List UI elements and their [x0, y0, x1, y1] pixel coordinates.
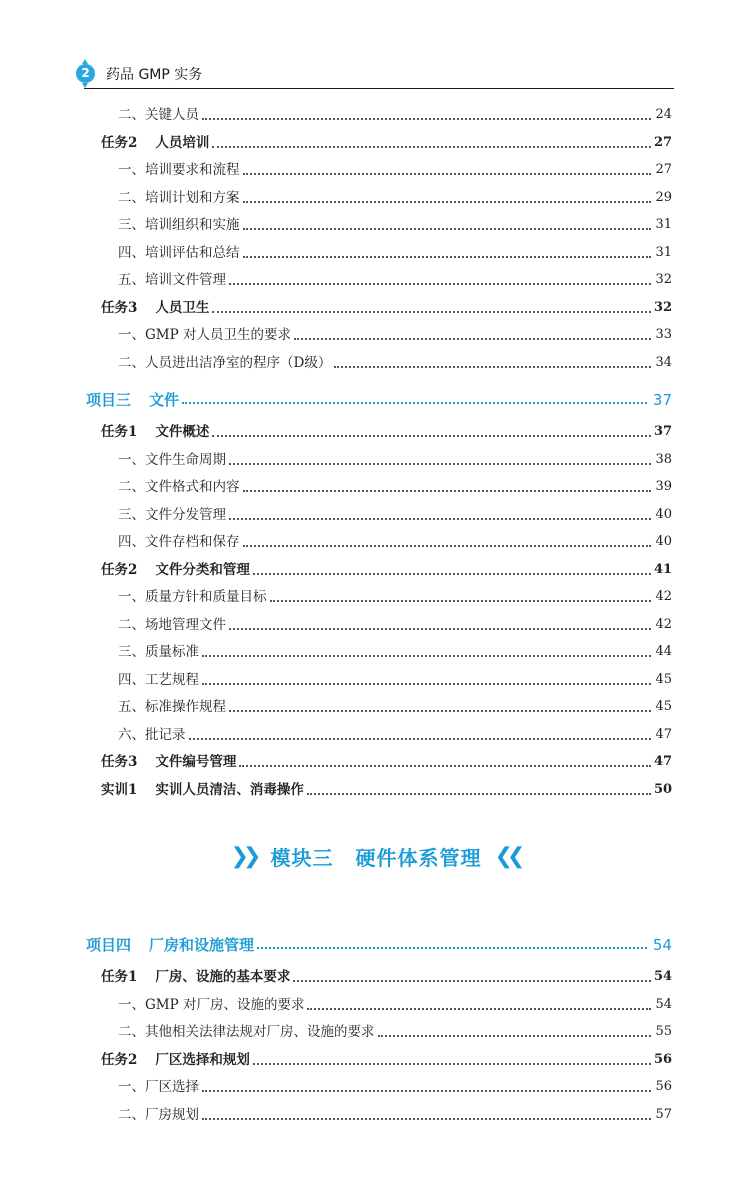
toc-section-entry[interactable]	[0, 324, 750, 344]
toc-task-entry[interactable]	[0, 559, 750, 579]
toc-entry-label	[0, 1051, 250, 1069]
dot-leader	[202, 683, 651, 685]
toc-entry-title: 人员培训	[155, 134, 210, 151]
toc-page-number: 32	[654, 299, 673, 315]
dot-leader	[202, 1090, 651, 1092]
toc-entry-label	[0, 753, 236, 771]
toc-page-number: 40	[655, 534, 672, 549]
toc-section-entry[interactable]	[0, 187, 750, 207]
toc-page-number: 39	[655, 479, 672, 494]
toc-entry-label: 二、关键人员	[118, 107, 199, 123]
toc-entry-label: 二、文件格式和内容	[118, 479, 240, 495]
dot-leader	[229, 518, 651, 520]
dot-leader	[189, 738, 652, 740]
toc-page-number: 57	[655, 1106, 672, 1122]
toc-entry-label	[0, 968, 290, 986]
toc-page-number: 42	[655, 616, 672, 632]
toc-page-number: 31	[655, 217, 672, 232]
toc-page-number: 33	[655, 327, 672, 342]
toc-section-entry[interactable]	[0, 1021, 750, 1041]
toc-task-entry[interactable]	[0, 751, 750, 771]
toc-entry-title: 文件	[149, 391, 180, 409]
toc-task-entry[interactable]	[0, 779, 750, 799]
toc-entry-number: 项目三	[86, 391, 132, 409]
toc-page-number: 54	[655, 996, 672, 1012]
toc-entry-number: 任务2	[101, 134, 138, 151]
dot-leader	[307, 1008, 651, 1010]
toc-entry-label	[0, 561, 250, 579]
toc-section-entry[interactable]	[0, 1104, 750, 1124]
toc-section-entry[interactable]	[0, 449, 750, 469]
toc-entry-title: 厂房和设施管理	[149, 936, 255, 954]
toc-entry-label: 五、标准操作规程	[118, 699, 226, 715]
toc-entry-title: 厂房、设施的基本要求	[155, 969, 291, 985]
toc-section-entry[interactable]	[0, 269, 750, 289]
toc-page-number: 40	[655, 506, 672, 522]
toc-entry-number: 任务3	[101, 299, 138, 316]
toc-entry-label	[0, 299, 209, 317]
toc-entry-label: 二、人员进出洁净室的程序（D级）	[118, 354, 332, 371]
dot-leader	[229, 463, 651, 465]
toc-entry-label: 三、培训组织和实施	[118, 217, 240, 233]
toc-page-number: 45	[655, 699, 672, 714]
toc-entry-number: 实训1	[101, 781, 138, 798]
toc-entry-label: 六、批记录	[118, 726, 186, 743]
toc-chapter-entry[interactable]	[0, 934, 750, 954]
toc-entry-number: 任务3	[101, 754, 138, 770]
toc-page-number: 56	[654, 1051, 673, 1067]
toc-page-number: 34	[655, 354, 672, 370]
toc-entry-label: 二、培训计划和方案	[118, 189, 240, 206]
toc-entry-title: 文件编号管理	[155, 754, 237, 770]
dot-leader	[294, 338, 651, 340]
toc-entry-title: 文件分类和管理	[155, 561, 250, 578]
dot-leader	[243, 256, 652, 258]
toc-section-entry[interactable]	[0, 242, 750, 262]
toc-page-number: 55	[655, 1024, 672, 1039]
toc-entry-label: 一、厂区选择	[118, 1079, 199, 1095]
dot-leader	[270, 600, 652, 602]
toc-page-number: 37	[654, 424, 673, 439]
double-chevron-left-icon: ❮❮	[494, 844, 520, 869]
toc-task-entry[interactable]	[0, 421, 750, 441]
toc-entry-label: 四、文件存档和保存	[118, 534, 240, 550]
toc-page-number: 37	[652, 391, 672, 409]
dot-leader	[243, 545, 652, 547]
toc-section-entry[interactable]	[0, 586, 750, 606]
toc-entry-number: 项目四	[86, 936, 132, 954]
module-title	[271, 842, 482, 871]
toc-task-entry[interactable]	[0, 297, 750, 317]
toc-section-entry[interactable]	[0, 669, 750, 689]
toc-section-entry[interactable]	[0, 724, 750, 744]
toc-page-number: 44	[655, 644, 672, 659]
dot-leader	[257, 947, 647, 949]
toc-page-number: 47	[655, 726, 672, 742]
toc-entry-number: 任务2	[101, 561, 138, 578]
dot-leader	[212, 146, 651, 148]
toc-task-entry[interactable]	[0, 1049, 750, 1069]
toc-page-number: 24	[655, 107, 672, 122]
toc-entry-label: 一、GMP 对厂房、设施的要求	[118, 996, 305, 1013]
dot-leader	[182, 402, 647, 404]
toc-page-number: 31	[655, 244, 672, 260]
toc-entry-title: 人员卫生	[155, 299, 210, 316]
dot-leader	[253, 573, 651, 575]
toc-page-number: 32	[655, 272, 672, 287]
toc-entry-label: 三、文件分发管理	[118, 506, 226, 523]
dot-leader	[243, 490, 652, 492]
toc-task-entry[interactable]	[0, 132, 750, 152]
toc-entry-number: 任务1	[101, 424, 138, 440]
toc-section-entry[interactable]	[0, 1076, 750, 1096]
toc-section-entry[interactable]	[0, 641, 750, 661]
dot-leader	[243, 201, 652, 203]
module-banner	[0, 842, 750, 872]
module-name: 硬件体系管理	[355, 846, 482, 870]
toc-entry-title: 厂区选择和规划	[155, 1051, 250, 1068]
toc-entry-label	[0, 134, 209, 152]
dot-leader	[243, 228, 652, 230]
dot-leader	[202, 655, 651, 657]
toc-page-number: 47	[654, 754, 673, 769]
dot-leader	[243, 173, 652, 175]
toc-entry-label: 一、培训要求和流程	[118, 162, 240, 178]
toc-section-entry[interactable]	[0, 696, 750, 716]
toc-entry-label: 四、培训评估和总结	[118, 244, 240, 261]
dot-leader	[293, 980, 651, 982]
dot-leader	[239, 765, 651, 767]
toc-page-number: 42	[655, 589, 672, 604]
toc-page-number: 41	[654, 561, 673, 577]
toc-entry-label: 四、工艺规程	[118, 671, 199, 688]
toc-section-entry[interactable]	[0, 504, 750, 524]
page-number-badge: 2	[76, 64, 95, 83]
dot-leader	[334, 366, 651, 368]
toc-page-number: 27	[655, 162, 672, 177]
toc-entry-label: 五、培训文件管理	[118, 272, 226, 288]
dot-leader	[212, 435, 651, 437]
toc-entry-label	[0, 423, 209, 441]
dot-leader	[202, 118, 651, 120]
toc-entry-title: 文件概述	[155, 424, 210, 440]
toc-section-entry[interactable]	[0, 352, 750, 372]
toc-page-number: 50	[654, 781, 673, 797]
toc-entry-label: 三、质量标准	[118, 644, 199, 660]
running-header	[81, 62, 674, 89]
dot-leader	[229, 628, 651, 630]
toc-entry-label	[0, 391, 179, 409]
toc-entry-label	[0, 781, 304, 799]
toc-task-entry[interactable]	[0, 966, 750, 986]
toc-entry-label: 一、质量方针和质量目标	[118, 589, 267, 605]
double-chevron-right-icon: ❯❯	[230, 844, 256, 869]
dot-leader	[378, 1035, 652, 1037]
toc-section-entry[interactable]	[0, 104, 750, 124]
toc-entry-number: 任务2	[101, 1051, 138, 1068]
dot-leader	[229, 283, 651, 285]
toc-entry-label: 二、其他相关法律法规对厂房、设施的要求	[118, 1024, 375, 1040]
toc-entry-label: 一、文件生命周期	[118, 451, 226, 468]
toc-page-number: 45	[655, 671, 672, 687]
toc-section-entry[interactable]	[0, 159, 750, 179]
toc-chapter-entry[interactable]	[0, 389, 750, 409]
toc-entry-label	[0, 936, 254, 954]
toc-page-number: 54	[652, 936, 672, 954]
toc-section-entry[interactable]	[0, 994, 750, 1014]
toc-entry-label: 二、厂房规划	[118, 1106, 199, 1123]
dot-leader	[229, 710, 651, 712]
toc-page-number: 56	[655, 1079, 672, 1094]
book-title: 药品 GMP 实务	[106, 67, 203, 83]
dot-leader	[253, 1063, 651, 1065]
dot-leader	[202, 1118, 651, 1120]
toc-entry-number: 任务1	[101, 969, 138, 985]
toc-entry-label: 二、场地管理文件	[118, 616, 226, 633]
toc-section-entry[interactable]	[0, 614, 750, 634]
dot-leader	[307, 793, 651, 795]
toc-page-number: 29	[655, 189, 672, 205]
module-prefix: 模块三	[270, 846, 334, 870]
toc-section-entry[interactable]	[0, 476, 750, 496]
toc-page-number: 54	[654, 969, 673, 984]
dot-leader	[212, 311, 651, 313]
toc-section-entry[interactable]	[0, 214, 750, 234]
toc-entry-title: 实训人员清洁、消毒操作	[155, 781, 304, 798]
toc-page-number: 27	[654, 134, 673, 150]
toc-entry-label: 一、GMP 对人员卫生的要求	[118, 327, 291, 343]
toc-page-number: 38	[655, 451, 672, 467]
toc-section-entry[interactable]	[0, 531, 750, 551]
